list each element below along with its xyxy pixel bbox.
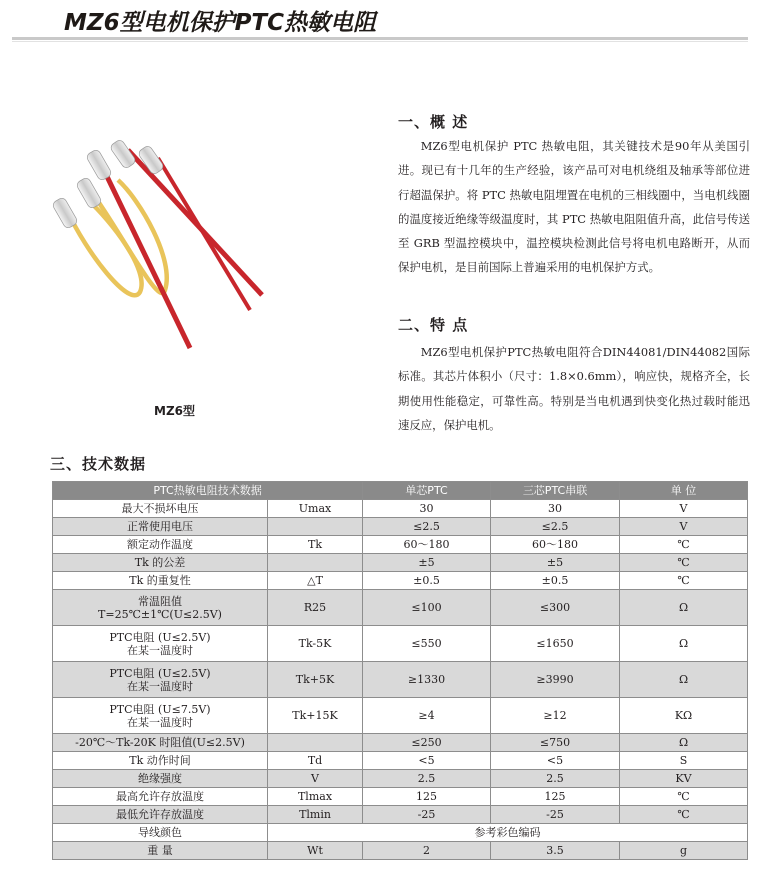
cell-unit: ℃ [620, 572, 748, 590]
cell-symbol: Umax [268, 500, 363, 518]
cell-triple: 30 [491, 500, 620, 518]
cell-single: 2 [363, 842, 491, 860]
model-label: MZ6型 [154, 404, 195, 418]
cell-unit: V [620, 500, 748, 518]
cell-param: Tk 动作时间 [53, 752, 268, 770]
table-row [53, 770, 748, 788]
cell-unit: S [620, 752, 748, 770]
title-divider [12, 37, 748, 40]
cell-symbol: △T [268, 572, 363, 590]
cell-single: ≤100 [363, 590, 491, 626]
cell-param: 额定动作温度 [53, 536, 268, 554]
overview-heading: 一、概 述 [398, 113, 469, 131]
cell-single: ≤2.5 [363, 518, 491, 536]
cell-param: -20℃～Tk-20K 时阻值(U≤2.5V) [53, 734, 268, 752]
cell-triple: ±0.5 [491, 572, 620, 590]
cell-unit: ℃ [620, 788, 748, 806]
col-header-triple: 三芯PTC串联 [491, 482, 620, 500]
cell-triple: ≤1650 [491, 626, 620, 662]
cell-symbol: Tk-5K [268, 626, 363, 662]
cell-unit: ℃ [620, 806, 748, 824]
col-header-unit: 单 位 [620, 482, 748, 500]
cell-symbol: Tk+15K [268, 698, 363, 734]
cell-symbol: Td [268, 752, 363, 770]
table-row [53, 626, 748, 662]
table-row [53, 572, 748, 590]
cell-param: Tk 的重复性 [53, 572, 268, 590]
cell-param: Tk 的公差 [53, 554, 268, 572]
table-row-wire-color [53, 824, 748, 842]
cell-single: ≥1330 [363, 662, 491, 698]
overview-text [398, 134, 750, 280]
cell-single: 30 [363, 500, 491, 518]
table-row-weight [53, 842, 748, 860]
cell-triple: -25 [491, 806, 620, 824]
cell-triple: ±5 [491, 554, 620, 572]
cell-triple: ≤750 [491, 734, 620, 752]
cell-symbol: Tlmin [268, 806, 363, 824]
cell-single: 2.5 [363, 770, 491, 788]
col-header-single: 单芯PTC [363, 482, 491, 500]
cell-param: 绝缘强度 [53, 770, 268, 788]
cell-param: 常温阻值 T=25℃±1℃(U≤2.5V) [53, 590, 268, 626]
cell-param: 正常使用电压 [53, 518, 268, 536]
cell-param: 导线颜色 [53, 824, 268, 842]
title-divider-thin [12, 41, 748, 42]
table-row [53, 788, 748, 806]
cell-triple: ≤2.5 [491, 518, 620, 536]
table-row [53, 752, 748, 770]
cell-wire-color-value: 参考彩色编码 [268, 824, 748, 842]
cell-unit: V [620, 518, 748, 536]
cell-symbol [268, 734, 363, 752]
cell-single: ≤550 [363, 626, 491, 662]
cell-single: <5 [363, 752, 491, 770]
cell-triple: 2.5 [491, 770, 620, 788]
cell-unit: Ω [620, 590, 748, 626]
cell-unit: ℃ [620, 554, 748, 572]
table-header-row [53, 482, 748, 500]
cell-param: 最高允许存放温度 [53, 788, 268, 806]
cell-triple: 60～180 [491, 536, 620, 554]
features-text [398, 340, 750, 437]
cell-param: PTC电阻 (U≤7.5V) 在某一温度时 [53, 698, 268, 734]
cell-triple: ≤300 [491, 590, 620, 626]
tech-data-table [52, 481, 748, 860]
cell-symbol [268, 518, 363, 536]
cell-triple: <5 [491, 752, 620, 770]
cell-symbol: V [268, 770, 363, 788]
table-row [53, 806, 748, 824]
cell-symbol: R25 [268, 590, 363, 626]
table-row [53, 590, 748, 626]
table-row [53, 698, 748, 734]
cell-param: PTC电阻 (U≤2.5V) 在某一温度时 [53, 626, 268, 662]
table-row [53, 662, 748, 698]
table-row [53, 500, 748, 518]
features-heading: 二、特 点 [398, 316, 469, 334]
cell-single: ≤250 [363, 734, 491, 752]
cell-single: ≥4 [363, 698, 491, 734]
cell-single: ±0.5 [363, 572, 491, 590]
cell-param: PTC电阻 (U≤2.5V) 在某一温度时 [53, 662, 268, 698]
cell-param: 最大不损坏电压 [53, 500, 268, 518]
cell-single: ±5 [363, 554, 491, 572]
cell-symbol: Tlmax [268, 788, 363, 806]
page-title: MZ6型电机保护PTC热敏电阻 [64, 10, 376, 36]
cell-single: 60～180 [363, 536, 491, 554]
cell-triple: ≥12 [491, 698, 620, 734]
red-wire-3 [158, 158, 250, 310]
cell-single: 125 [363, 788, 491, 806]
tech-data-heading: 三、技术数据 [50, 455, 147, 473]
cell-param: 最低允许存放温度 [53, 806, 268, 824]
overview-paragraph: MZ6型电机保护 PTC 热敏电阻，其关键技术是90年从美国引进。现已有十几年的生产经验，该产品可对电机绕组及轴承等部位进行超温保护。将 PTC 热敏电阻埋置在电机的三相线圈中，当电机线圈的温度接近绝缘等级温度时，其 PTC 热敏电阻阻值升高，此信号传送至 GRB 型温控模块中，温控模块检测此信号将电机电路断开，从而保护电机，是目前国际上普遍采用的电机保护方式。 [398, 139, 750, 275]
cell-symbol: Tk [268, 536, 363, 554]
cell-symbol: Tk+5K [268, 662, 363, 698]
cell-unit: Ω [620, 734, 748, 752]
cell-unit: Ω [620, 626, 748, 662]
table-row [53, 536, 748, 554]
yellow-wire-loop-inner [68, 200, 142, 295]
cell-unit: ℃ [620, 536, 748, 554]
cell-symbol [268, 554, 363, 572]
table-row [53, 518, 748, 536]
cell-single: -25 [363, 806, 491, 824]
cell-symbol: Wt [268, 842, 363, 860]
col-header-param: PTC热敏电阻技术数据 [53, 482, 363, 500]
cell-unit: KΩ [620, 698, 748, 734]
cell-triple: 3.5 [491, 842, 620, 860]
cell-triple: 125 [491, 788, 620, 806]
cell-triple: ≥3990 [491, 662, 620, 698]
cell-param: 重 量 [53, 842, 268, 860]
cell-unit: g [620, 842, 748, 860]
thermistor-product-image [40, 140, 340, 380]
features-paragraph: MZ6型电机保护PTC热敏电阻符合DIN44081/DIN44082国际标准。其芯片体积小（尺寸：1.8×0.6mm），响应快，规格齐全，长期使用性能稳定，可靠性高。特别是当电机遇到快变化热过载时能迅速反应，保护电机。 [398, 345, 750, 432]
cell-unit: Ω [620, 662, 748, 698]
table-row [53, 554, 748, 572]
table-row [53, 734, 748, 752]
cell-unit: KV [620, 770, 748, 788]
